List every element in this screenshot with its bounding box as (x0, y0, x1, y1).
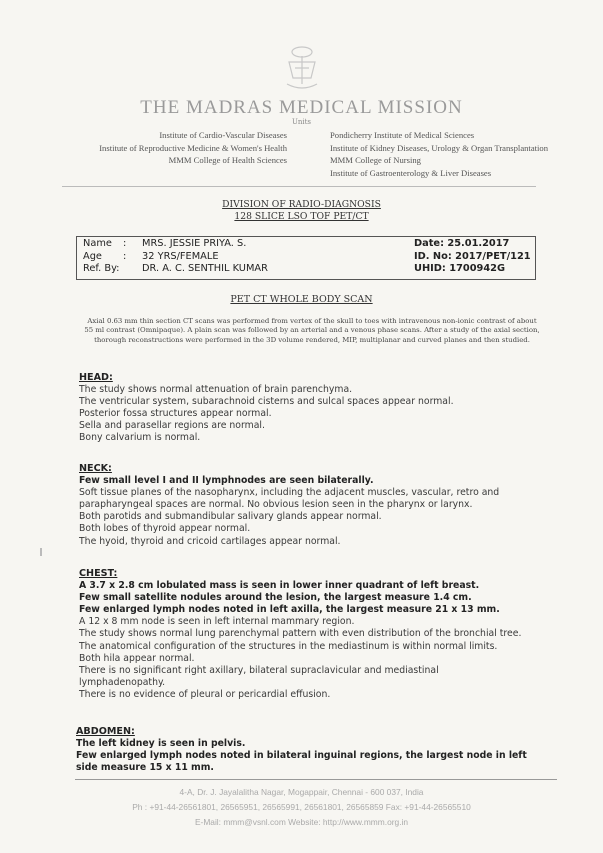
report-date: Date: 25.01.2017 (414, 238, 510, 249)
institute-item: Institute of Cardio-Vascular Diseases (159, 130, 287, 140)
finding-line: The ventricular system, subarachnoid cisterns and sulcal spaces appear normal. (79, 396, 454, 408)
institutes-right (330, 129, 548, 179)
finding-line-bold: Few small level I and II lymphnodes are seen bilaterally. (79, 475, 374, 487)
finding-line-bold: Few small satellite nodules around the lesion, the largest measure 1.4 cm. (79, 592, 472, 604)
footer-email: E-Mail: mmm@vsnl.com Website: http://www.mmm.org.in (194, 817, 409, 827)
finding-line: Both hila appear normal. (79, 652, 195, 664)
chest-section (79, 568, 549, 701)
finding-line: Posterior fossa structures appear normal. (79, 408, 272, 420)
finding-line-bold: Few enlarged lymph nodes noted in left axilla, the largest measure 21 x 13 mm. (79, 604, 500, 616)
mission-logo-icon (281, 44, 323, 92)
institute-item: Pondicherry Institute of Medical Sciences (330, 130, 475, 140)
institutes-left (99, 129, 287, 167)
neck-heading: NECK: (79, 463, 112, 474)
finding-line: Both parotids and submandibular salivary glands appear normal. (79, 511, 382, 523)
scan-title: PET CT WHOLE BODY SCAN (230, 294, 373, 305)
finding-line: Both lobes of thyroid appear normal. (79, 523, 251, 535)
institute-item: Institute of Kidney Diseases, Urology & Organ Transplantation (330, 142, 549, 153)
finding-line: There is no evidence of pleural or pericardial effusion. (79, 688, 331, 700)
scan-technique-paragraph: Axial 0.63 mm thin section CT scans was performed from vertex of the skull to toes with intravenous non-ionic contrast of about 55 ml contrast (Omnipaque). A plain scan was followed by an arterial and a venous phase scans. After a study of the axial section, thorough reconstructions were performed in the 3D volume rendered, MIP, multiplanar and curved planes and then studied. (84, 317, 540, 344)
scan-artifact (40, 548, 42, 556)
division-heading (0, 199, 603, 223)
patient-labels (83, 238, 119, 276)
ref-label: Ref. By: (83, 263, 120, 274)
age-label: Age (83, 250, 102, 262)
referring-doctor: DR. A. C. SENTHIL KUMAR (142, 263, 268, 274)
finding-line: The anatomical configuration of the structures in the mediastinum is within normal limits. (79, 640, 498, 652)
finding-line: The study shows normal attenuation of brain parenchyma. (79, 384, 353, 396)
division-name: DIVISION OF RADIO-DIAGNOSIS (222, 199, 381, 210)
abdomen-section (76, 726, 546, 774)
patient-separators (123, 238, 126, 276)
finding-line: Sella and parasellar regions are normal. (79, 420, 265, 432)
neck-section (79, 463, 549, 548)
uhid: UHID: 1700942G (414, 263, 506, 274)
footer-phone: Ph : +91-44-26561801, 26565951, 26565991, 26561801, 26565859 Fax: +91-44-26565510 (132, 802, 471, 812)
finding-line: A 12 x 8 mm node is seen in left internal mammary region. (79, 616, 355, 628)
institute-item: Institute of Reproductive Medicine & Women's Health (99, 142, 287, 153)
name-label: Name (83, 238, 112, 249)
separator: : (123, 250, 127, 262)
patient-values (142, 238, 268, 276)
separator: : (123, 238, 127, 249)
chest-heading: CHEST: (79, 568, 118, 579)
units-label: Units (291, 118, 312, 126)
finding-line-bold: The left kidney is seen in pelvis. (76, 738, 246, 750)
patient-age: 32 YRS/FEMALE (142, 250, 219, 262)
institute-item: MMM College of Health Sciences (168, 155, 287, 166)
footer-address: 4-A, Dr. J. Jayalalitha Nagar, Mogappair, Chennai - 600 037, India (179, 787, 424, 797)
head-heading: HEAD: (79, 372, 113, 383)
footer-divider (75, 779, 557, 780)
finding-line: Soft tissue planes of the nasopharynx, including the adjacent muscles, vascular, retro and parapharyngeal spaces are normal. No obvious lesion seen in the pharynx or larynx. (79, 487, 500, 511)
header-divider (62, 186, 536, 187)
separator (123, 263, 126, 276)
report-id-number: ID. No: 2017/PET/121 (414, 250, 531, 262)
patient-name: MRS. JESSIE PRIYA. S. (142, 238, 247, 249)
abdomen-heading: ABDOMEN: (76, 726, 135, 737)
scanner-name: 128 SLICE LSO TOF PET/CT (234, 211, 369, 222)
institute-item: Institute of Gastroenterology & Liver Diseases (330, 167, 492, 178)
finding-line: Bony calvarium is normal. (79, 432, 201, 444)
institute-item: MMM College of Nursing (330, 155, 421, 166)
hospital-title: THE MADRAS MEDICAL MISSION (140, 97, 463, 118)
finding-line-bold: Few enlarged lymph nodes noted in bilateral inguinal regions, the largest node in left side measure 15 x 11 mm. (76, 750, 527, 774)
finding-line: The hyoid, thyroid and cricoid cartilages appear normal. (79, 535, 341, 547)
finding-line: The study shows normal lung parenchymal pattern with even distribution of the bronchial tree. (79, 628, 522, 640)
report-ids (414, 238, 531, 276)
finding-line: There is no significant right axillary, bilateral supraclavicular and mediastinal lymphadenopathy. (79, 664, 439, 688)
head-section (79, 372, 549, 445)
finding-line-bold: A 3.7 x 2.8 cm lobulated mass is seen in lower inner quadrant of left breast. (79, 580, 480, 592)
